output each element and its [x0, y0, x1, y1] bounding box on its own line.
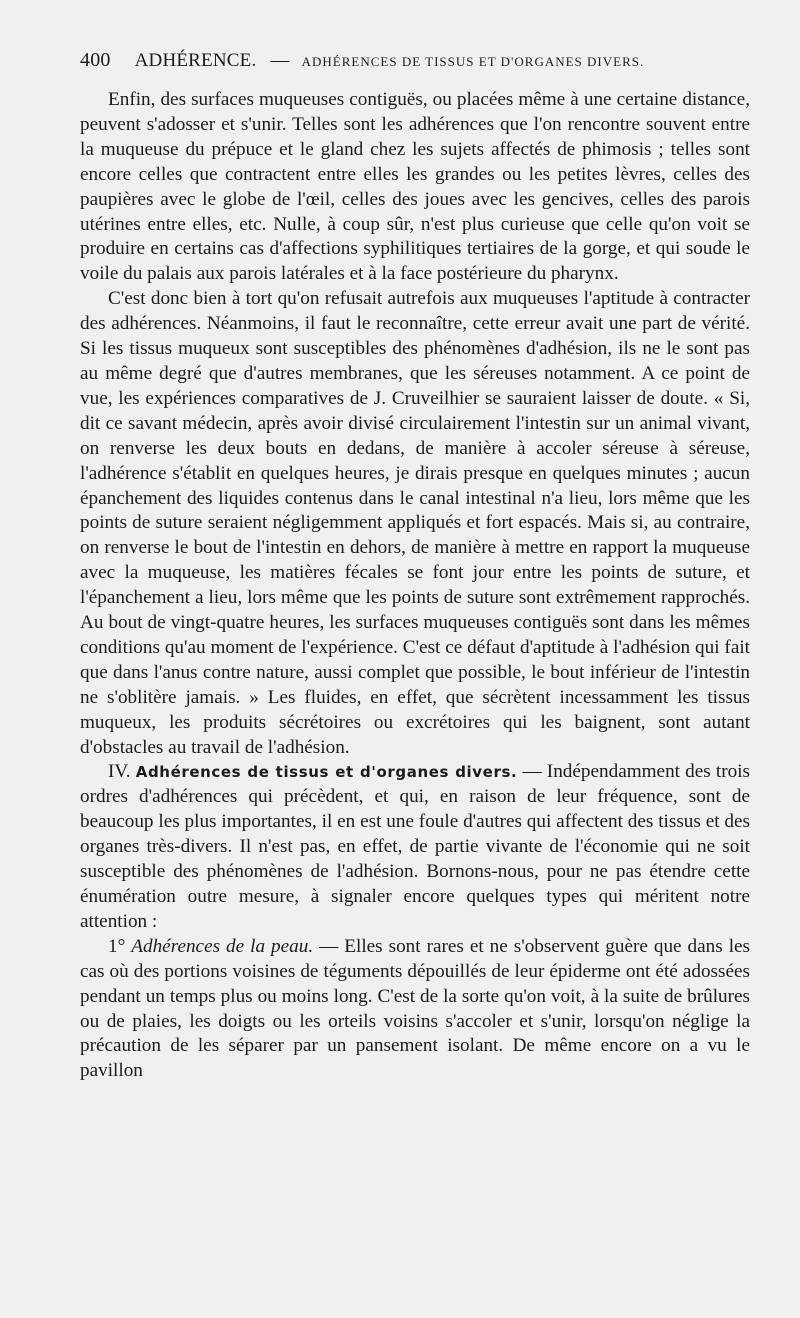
subsection-text: — Elles sont rares et ne s'observent guère que dans les cas où des portions voisines de téguments dépouillés de leur épiderme ont été adossées pendant un temps plus ou moins long. C'est de la sorte qu'on voit, à la suite de brûlures ou de plaies, les doigts ou les orteils voisins s'accoler et s'unir, lorsqu'on néglige la précaution de les séparer par un pansement isolant. De même encore on a vu le pavillon: [80, 935, 751, 1082]
section-iv-number: IV.: [108, 761, 131, 783]
subsection-number: 1°: [108, 935, 126, 957]
running-head-dash: —: [270, 50, 290, 71]
paragraph-mucous-adhesions: Enfin, des surfaces muqueuses contiguës, ou placées même à une certaine distance, peuvent s'adosser et s'unir. Telles sont les adhérences que l'on rencontre souvent entre la muqueuse du prépuce et le gland chez les sujets affectés de phimosis ; telles sont encore celles que contractent entre elles les grandes ou les petites lèvres, celles des paupières avec le globe de l'œil, celles des joues avec les gencives, celles des parois utérines entre elles, etc. Nulle, à coup sûr, n'est plus curieuse que celle qu'on voit se produire en certains cas d'affections syphilitiques tertiaires de la gorge, et qui soude le voile du palais aux parois latérales et à la face postérieure du pharynx.: [80, 89, 750, 285]
running-head-title: ADHÉRENCE.: [134, 50, 257, 71]
section-iv-heading: Adhérences de tissus et d'organes divers.: [135, 763, 518, 782]
body-text: [80, 88, 750, 1084]
section-iv-text: — Indépendamment des trois ordres d'adhérences qui précèdent, et qui, en raison de leur fréquence, sont de beaucoup les plus importantes, il en est une foule d'autres qui affectent des tissus et des organes très-divers. Il n'est pas, en effet, de partie vivante de l'économie qui ne soit susceptible des phénomènes de l'adhésion. Bornons-nous, pour ne pas étendre cette énumération outre mesure, à signaler encore quelques types qui méritent notre attention :: [80, 761, 751, 932]
subsection-skin-paragraph: [80, 935, 750, 1084]
running-head-subtitle: ADHÉRENCES DE TISSUS ET D'ORGANES DIVERS.: [301, 54, 645, 69]
paragraph-cruveilhier-experiments: C'est donc bien à tort qu'on refusait autrefois aux muqueuses l'aptitude à contracter des adhérences. Néanmoins, il faut le reconnaître, cette erreur avait une part de vérité. Si les tissus muqueux sont susceptibles des phénomènes d'adhésion, ils ne le sont pas au même degré que d'autres membranes, que les séreuses notamment. A ce point de vue, les expériences comparatives de J. Cruveilhier se sauraient laisser de doute. « Si, dit ce savant médecin, après avoir divisé circulairement l'intestin sur un animal vivant, on renverse les deux bouts en dedans, de manière à accoler séreuse à séreuse, l'adhérence s'établit en quelques heures, je dirais presque en quelques minutes ; aucun épanchement des liquides contenus dans le canal intestinal n'a lieu, lors même que les points de suture seraient négligemment appliqués et fort espacés. Mais si, au contraire, on renverse le bout de l'intestin en dehors, de manière à mettre en rapport la muqueuse avec la muqueuse, les matières fécales se font jour entre les points de suture, et l'épanchement a lieu, lors même que les points de suture sont extrêmement rapprochés. Au bout de vingt-quatre heures, les surfaces muqueuses contiguës sont dans les mêmes conditions qu'au moment de l'expérience. C'est ce défaut d'aptitude à l'adhésion qui fait que dans l'anus contre nature, aussi complet que possible, le bout inférieur de l'intestin ne s'oblitère jamais. » Les fluides, en effet, que sécrètent incessamment les tissus muqueux, les produits sécrétoires ou excrétoires qui les baignent, sont autant d'obstacles au travail de l'adhésion.: [80, 288, 750, 758]
page-number: 400: [80, 49, 111, 71]
running-head: [80, 48, 750, 74]
subsection-heading: Adhérences de la peau.: [131, 935, 314, 957]
section-iv-paragraph: [80, 760, 750, 934]
